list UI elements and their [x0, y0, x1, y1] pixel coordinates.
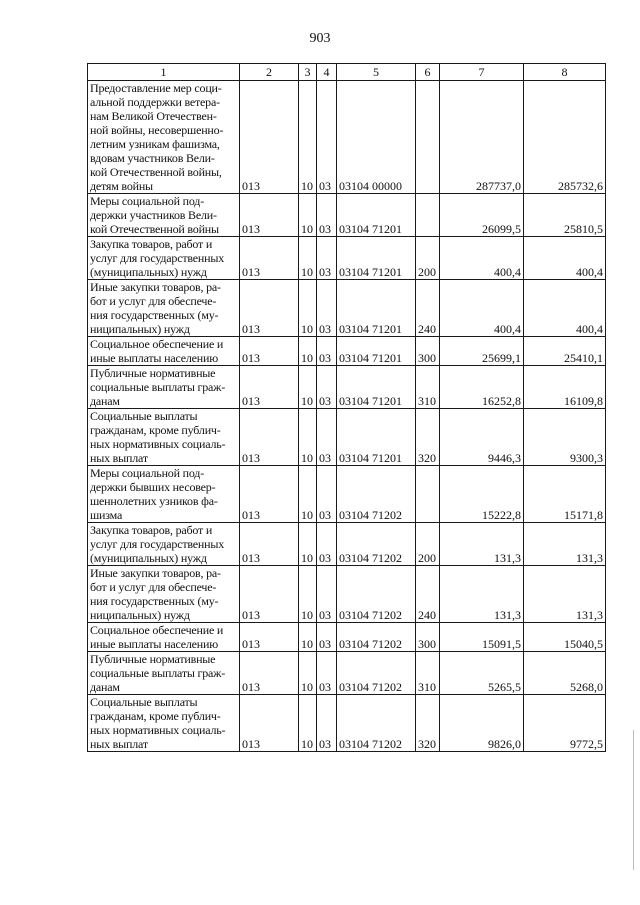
row-col-3: 10: [299, 81, 317, 194]
row-col-7: 9446,3: [440, 409, 524, 466]
table-row: [88, 409, 606, 466]
row-col-2: 013: [240, 623, 299, 652]
table-row: [88, 623, 606, 652]
row-col-4: 03: [317, 466, 337, 523]
row-col-4: 03: [317, 623, 337, 652]
row-col-5: 03104 71202: [337, 695, 416, 752]
table-row: [88, 194, 606, 237]
row-col-4: 03: [317, 695, 337, 752]
row-col-5: 03104 71201: [337, 280, 416, 337]
row-col-7: 26099,5: [440, 194, 524, 237]
row-col-7: 15222,8: [440, 466, 524, 523]
row-col-5: 03104 71201: [337, 366, 416, 409]
row-col-4: 03: [317, 523, 337, 566]
row-col-8: 15040,5: [524, 623, 606, 652]
row-name: Предоставление мер соци- альной поддержки ветера- нам Великой Отечествен- ной войны, несовершенно- летним узникам фашизма, вдовам участников Вели- кой Отечественной войны, детям войны: [88, 81, 240, 194]
row-col-6: [416, 466, 440, 523]
budget-table: [87, 63, 606, 752]
table-header: [88, 64, 606, 81]
column-header-8: 8: [524, 64, 606, 81]
row-col-3: 10: [299, 695, 317, 752]
row-name: Социальное обеспечение и иные выплаты населению: [88, 337, 240, 366]
row-col-6: [416, 81, 440, 194]
row-col-8: 9772,5: [524, 695, 606, 752]
row-col-8: 5268,0: [524, 652, 606, 695]
row-name: Публичные нормативные социальные выплаты граж- данам: [88, 366, 240, 409]
row-col-5: 03104 71201: [337, 409, 416, 466]
row-name: Закупка товаров, работ и услуг для государственных (муниципальных) нужд: [88, 237, 240, 280]
row-col-8: 15171,8: [524, 466, 606, 523]
row-col-8: 16109,8: [524, 366, 606, 409]
row-col-3: 10: [299, 194, 317, 237]
column-header-2: 2: [240, 64, 299, 81]
row-col-6: 240: [416, 566, 440, 623]
row-col-2: 013: [240, 523, 299, 566]
row-col-8: 25810,5: [524, 194, 606, 237]
row-col-4: 03: [317, 280, 337, 337]
row-col-3: 10: [299, 409, 317, 466]
table-row: [88, 337, 606, 366]
row-col-5: 03104 71202: [337, 523, 416, 566]
row-col-6: 200: [416, 237, 440, 280]
row-col-5: 03104 71202: [337, 652, 416, 695]
table-row: [88, 237, 606, 280]
row-col-2: 013: [240, 409, 299, 466]
page-number: 903: [309, 31, 331, 46]
page-edge-line: [633, 730, 634, 870]
row-name: Социальное обеспечение и иные выплаты населению: [88, 623, 240, 652]
column-header-3: 3: [299, 64, 317, 81]
row-col-5: 03104 71201: [337, 237, 416, 280]
row-col-4: 03: [317, 366, 337, 409]
row-name: Публичные нормативные социальные выплаты граж- данам: [88, 652, 240, 695]
row-col-2: 013: [240, 194, 299, 237]
row-col-8: 25410,1: [524, 337, 606, 366]
row-col-4: 03: [317, 237, 337, 280]
row-col-2: 013: [240, 337, 299, 366]
row-col-6: 240: [416, 280, 440, 337]
table-row: [88, 566, 606, 623]
row-col-2: 013: [240, 466, 299, 523]
row-col-6: 320: [416, 409, 440, 466]
row-name: Иные закупки товаров, ра- бот и услуг для обеспече- ния государственных (му- ниципальных) нужд: [88, 280, 240, 337]
row-col-2: 013: [240, 695, 299, 752]
row-name: Социальные выплаты гражданам, кроме публич- ных нормативных социаль- ных выплат: [88, 409, 240, 466]
row-name: Меры социальной под- держки участников Вели- кой Отечественной войны: [88, 194, 240, 237]
row-col-7: 16252,8: [440, 366, 524, 409]
row-col-7: 131,3: [440, 566, 524, 623]
row-col-3: 10: [299, 337, 317, 366]
table-row: [88, 695, 606, 752]
row-col-6: 300: [416, 623, 440, 652]
row-col-7: 9826,0: [440, 695, 524, 752]
row-name: Закупка товаров, работ и услуг для государственных (муниципальных) нужд: [88, 523, 240, 566]
row-col-3: 10: [299, 652, 317, 695]
row-col-8: 400,4: [524, 237, 606, 280]
row-col-3: 10: [299, 566, 317, 623]
column-header-4: 4: [317, 64, 337, 81]
row-col-3: 10: [299, 466, 317, 523]
row-col-5: 03104 00000: [337, 81, 416, 194]
row-col-6: [416, 194, 440, 237]
row-col-5: 03104 71202: [337, 566, 416, 623]
row-col-8: 400,4: [524, 280, 606, 337]
row-col-4: 03: [317, 337, 337, 366]
row-name: Иные закупки товаров, ра- бот и услуг для обеспече- ния государственных (му- ниципальных) нужд: [88, 566, 240, 623]
row-col-4: 03: [317, 409, 337, 466]
row-col-8: 131,3: [524, 566, 606, 623]
row-col-3: 10: [299, 623, 317, 652]
row-col-4: 03: [317, 81, 337, 194]
row-col-4: 03: [317, 652, 337, 695]
row-col-2: 013: [240, 237, 299, 280]
row-col-3: 10: [299, 280, 317, 337]
row-name: Меры социальной под- держки бывших несовер- шеннолетних узников фа- шизма: [88, 466, 240, 523]
row-col-6: 200: [416, 523, 440, 566]
row-col-6: 320: [416, 695, 440, 752]
row-col-7: 400,4: [440, 280, 524, 337]
row-col-6: 310: [416, 366, 440, 409]
row-col-2: 013: [240, 652, 299, 695]
row-col-7: 287737,0: [440, 81, 524, 194]
column-header-7: 7: [440, 64, 524, 81]
row-col-7: 131,3: [440, 523, 524, 566]
table-row: [88, 466, 606, 523]
header-row: [88, 64, 606, 81]
row-col-2: 013: [240, 280, 299, 337]
row-col-4: 03: [317, 194, 337, 237]
column-header-6: 6: [416, 64, 440, 81]
row-col-6: 300: [416, 337, 440, 366]
row-name: Социальные выплаты гражданам, кроме публич- ных нормативных социаль- ных выплат: [88, 695, 240, 752]
row-col-5: 03104 71202: [337, 623, 416, 652]
row-col-7: 15091,5: [440, 623, 524, 652]
row-col-7: 400,4: [440, 237, 524, 280]
table-row: [88, 652, 606, 695]
row-col-8: 285732,6: [524, 81, 606, 194]
row-col-6: 310: [416, 652, 440, 695]
column-header-1: 1: [88, 64, 240, 81]
row-col-3: 10: [299, 237, 317, 280]
table-row: [88, 280, 606, 337]
row-col-7: 25699,1: [440, 337, 524, 366]
table-row: [88, 366, 606, 409]
row-col-5: 03104 71201: [337, 337, 416, 366]
column-header-5: 5: [337, 64, 416, 81]
row-col-3: 10: [299, 523, 317, 566]
table-row: [88, 81, 606, 194]
row-col-8: 131,3: [524, 523, 606, 566]
table-row: [88, 523, 606, 566]
table-body: [88, 81, 606, 752]
row-col-2: 013: [240, 81, 299, 194]
row-col-4: 03: [317, 566, 337, 623]
row-col-8: 9300,3: [524, 409, 606, 466]
row-col-2: 013: [240, 566, 299, 623]
row-col-2: 013: [240, 366, 299, 409]
row-col-5: 03104 71201: [337, 194, 416, 237]
row-col-3: 10: [299, 366, 317, 409]
row-col-7: 5265,5: [440, 652, 524, 695]
row-col-5: 03104 71202: [337, 466, 416, 523]
